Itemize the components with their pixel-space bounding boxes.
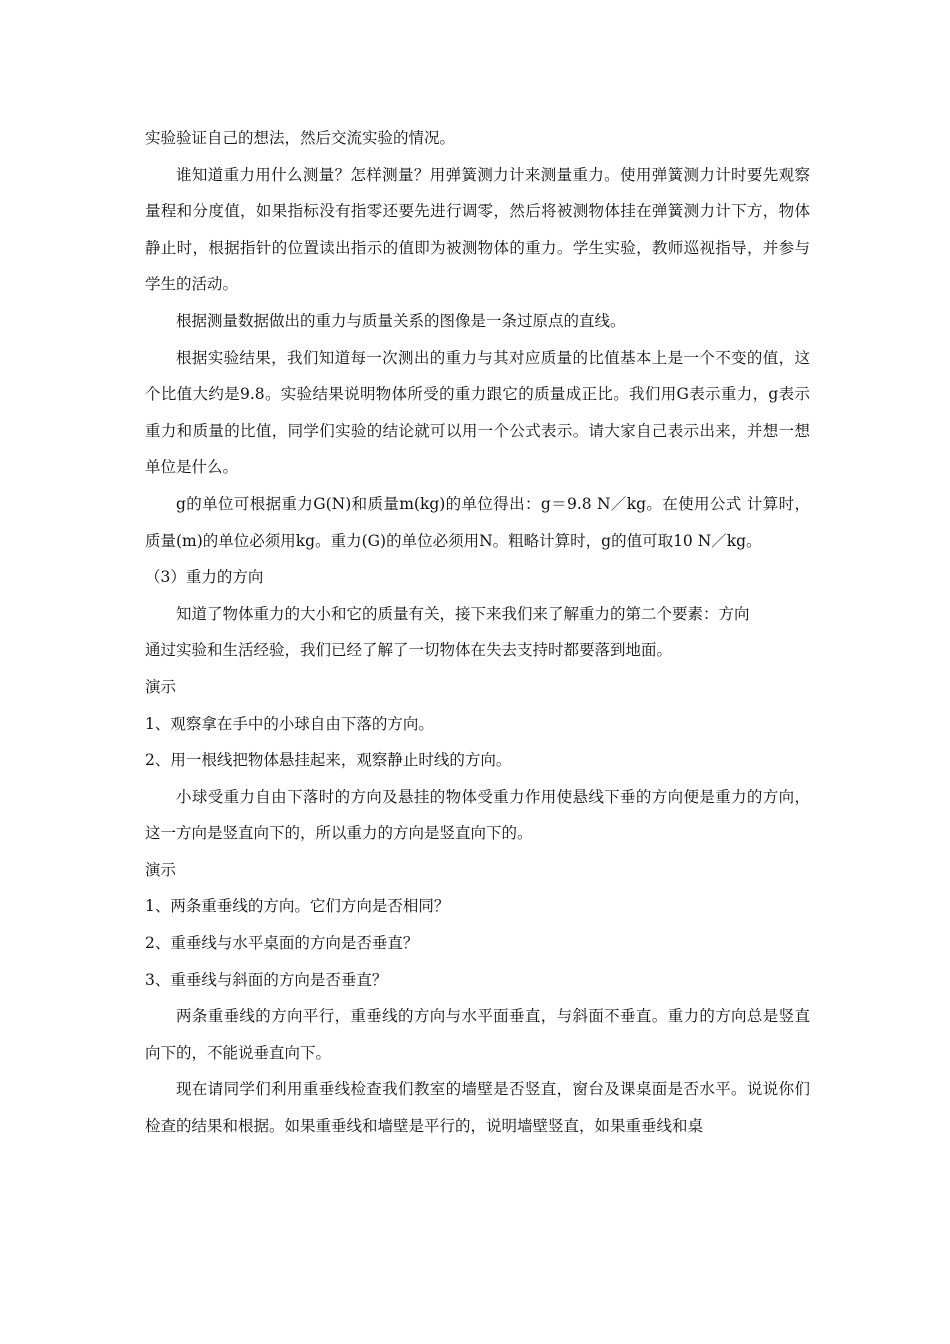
paragraph-graph: 根据测量数据做出的重力与质量关系的图像是一条过原点的直线。	[176, 311, 626, 330]
demo-label-1: 演示	[145, 677, 177, 696]
demo-item-2: 2、用一根线把物体悬挂起来，观察静止时线的方向。	[145, 751, 512, 770]
paragraph-plumb-conclusion: 两条重垂线的方向平行，重垂线的方向与水平面垂直，与斜面不垂直。重力的方向总是竖直向下的，不能说垂直向下。	[145, 1007, 810, 1062]
paragraph-direction-intro: 知道了物体重力的大小和它的质量有关，接下来我们来了解重力的第二个要素：方向	[176, 604, 750, 623]
demo-item-1: 1、观察拿在手中的小球自由下落的方向。	[145, 714, 434, 733]
paragraph-experience: 通过实验和生活经验，我们已经了解了一切物体在失去支持时都要落到地面。	[145, 641, 673, 660]
demo-item-4: 2、重垂线与水平桌面的方向是否垂直？	[145, 934, 419, 953]
paragraph-measure-gravity: 谁知道重力用什么测量？怎样测量？用弹簧测力计来测量重力。使用弹簧测力计时要先观察量程和分度值，如果指标没有指零还要先进行调零，然后将被测物体挂在弹簧测力计下方，物体静止时，根据指针的位置读出指示的值即为被测物体的重力。学生实验，教师巡视指导，并参与学生的活动。	[145, 165, 810, 294]
demo-item-3: 1、两条重垂线的方向。它们方向是否相同？	[145, 897, 450, 916]
section-heading-direction: （3）重力的方向	[145, 568, 264, 587]
paragraph-ratio: 根据实验结果，我们知道每一次测出的重力与其对应质量的比值基本上是一个不变的值，这个比值大约是9.8。实验结果说明物体所受的重力跟它的质量成正比。我们用G表示重力，g表示重力和质量的比值，同学们实验的结论就可以用一个公式表示。请大家自己表示出来，并想一想单位是什么。	[145, 348, 810, 477]
paragraph-g-unit: g的单位可根据重力G(N)和质量m(kg)的单位得出：g＝9.8 N／kg。在使用公式 计算时，质量(m)的单位必须用kg。重力(G)的单位必须用N。粗略计算时，g的值可取10 N／kg。	[145, 494, 810, 550]
paragraph-vertical-down: 小球受重力自由下落时的方向及悬挂的物体受重力作用使悬线下垂的方向便是重力的方向，这一方向是竖直向下的，所以重力的方向是竖直向下的。	[145, 787, 810, 843]
demo-label-2: 演示	[145, 860, 177, 879]
paragraph-classroom-check: 现在请同学们利用重垂线检查我们教室的墙壁是否竖直，窗台及课桌面是否水平。说说你们检查的结果和根据。如果重垂线和墙壁是平行的，说明墙壁竖直，如果重垂线和桌	[145, 1080, 810, 1136]
paragraph-continuation: 实验验证自己的想法，然后交流实验的情况。	[145, 129, 456, 147]
demo-item-5: 3、重垂线与斜面的方向是否垂直？	[145, 970, 388, 989]
document-body	[145, 120, 810, 1145]
